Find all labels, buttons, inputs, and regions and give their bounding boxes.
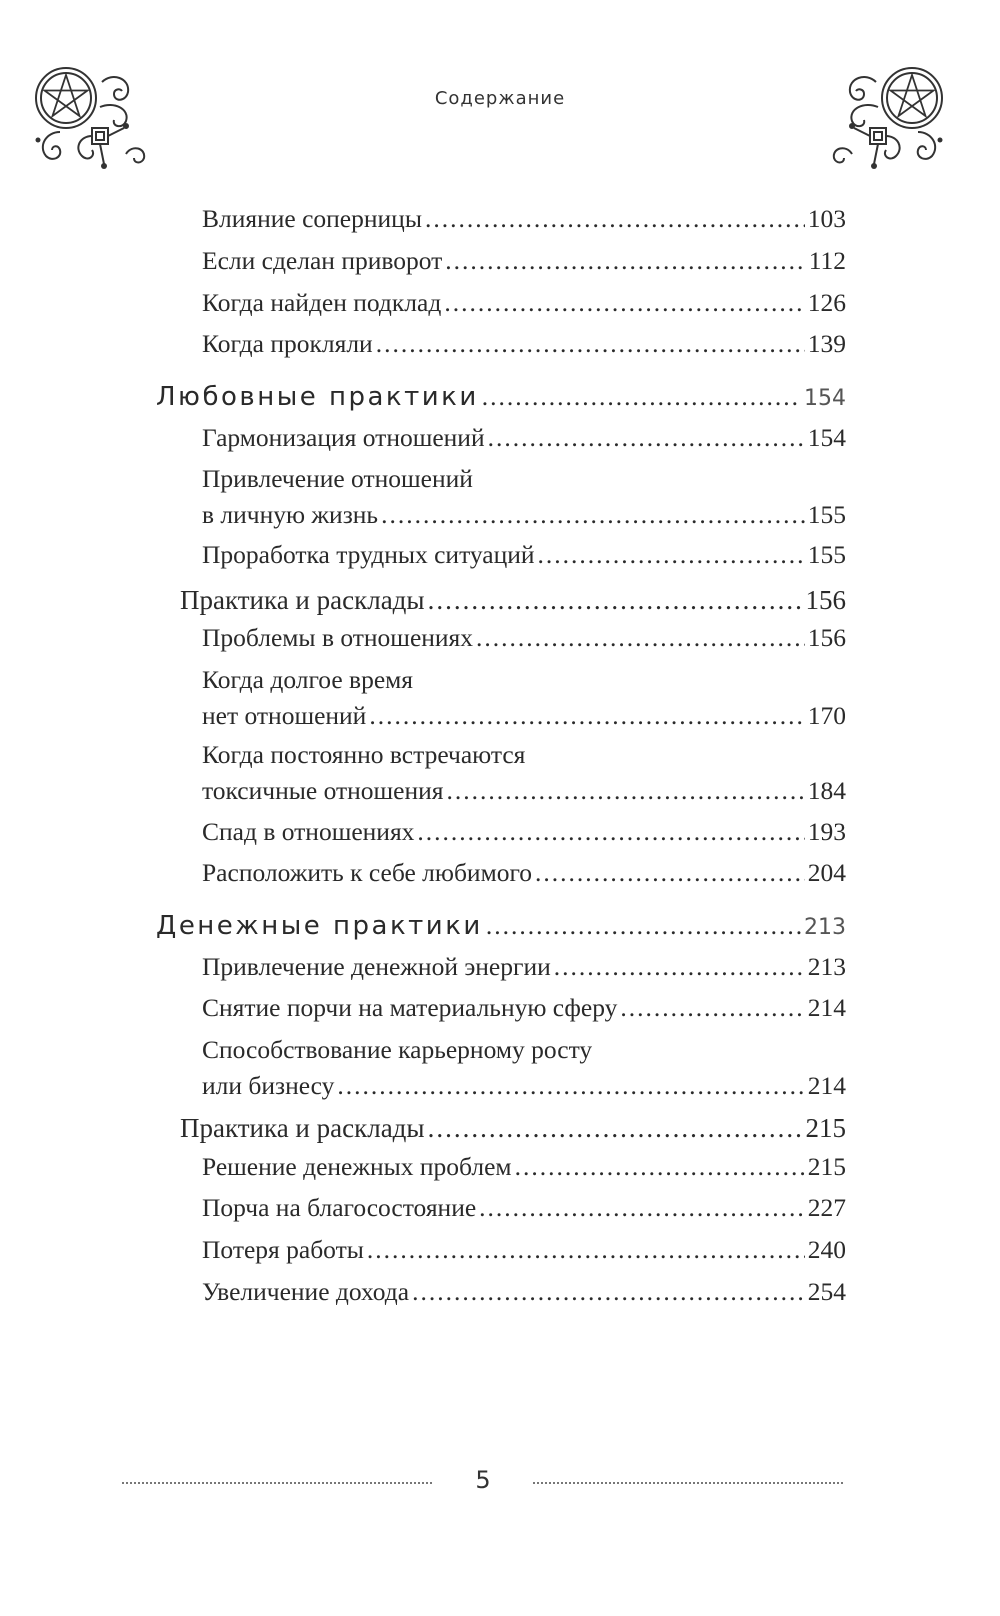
toc-entry-page: 240 <box>807 1235 846 1264</box>
toc-entry[interactable] <box>202 990 846 1026</box>
toc-entry-page: 214 <box>807 993 846 1022</box>
toc-entry[interactable] <box>202 1190 846 1226</box>
toc-subsection-title: Практика и расклады <box>180 585 425 615</box>
toc-entry-title: Влияние соперницы <box>202 204 422 233</box>
leader-dots <box>444 285 804 321</box>
toc-entry-page: 170 <box>807 701 846 730</box>
toc-entry-title: Проблемы в отношениях <box>202 623 474 652</box>
toc-entry-title-line1: Когда постоянно встречаются <box>202 740 526 769</box>
toc-entry[interactable] <box>202 1232 846 1268</box>
toc-entry-page: 156 <box>807 623 846 652</box>
toc-entry[interactable] <box>202 855 846 891</box>
toc-entry-page: 139 <box>807 329 846 358</box>
toc-entry-page: 254 <box>807 1277 846 1306</box>
leader-dots <box>620 990 804 1026</box>
toc-section[interactable] <box>156 908 846 946</box>
toc-entry[interactable] <box>202 285 846 321</box>
toc-entry[interactable] <box>202 201 846 237</box>
toc-subsection[interactable] <box>180 1110 846 1146</box>
leader-dots <box>554 949 805 985</box>
toc-entry-title: токсичные отношения <box>202 776 444 805</box>
toc-subsection-title: Практика и расклады <box>180 1113 425 1143</box>
toc-entry-title-line1: Привлечение отношений <box>202 464 473 493</box>
toc-entry-title: Увеличение дохода <box>202 1277 410 1306</box>
toc-entry[interactable] <box>202 662 846 734</box>
leader-dots <box>369 698 804 734</box>
toc-entry-title: Решение денежных проблем <box>202 1152 512 1181</box>
leader-dots <box>417 814 804 850</box>
toc-entry[interactable] <box>202 326 846 362</box>
leader-dots <box>381 497 805 533</box>
leader-dots <box>488 420 805 456</box>
toc-section-page: 213 <box>804 915 846 940</box>
toc-entry-title: нет отношений <box>202 701 367 730</box>
footer-divider-right <box>533 1482 843 1488</box>
toc-entry-page: 154 <box>807 423 846 452</box>
toc-entry[interactable] <box>202 620 846 656</box>
leader-dots <box>376 326 805 362</box>
page-number: 5 <box>475 1466 491 1494</box>
toc-subsection-page: 156 <box>805 585 846 615</box>
toc-entry-page: 215 <box>807 1152 846 1181</box>
toc-entry-title: Когда прокляли <box>202 329 373 358</box>
toc-entry-title: Потеря работы <box>202 1235 364 1264</box>
leader-dots <box>412 1274 805 1310</box>
toc-entry-title-line1: Способствование карьерному росту <box>202 1035 593 1064</box>
toc-entry[interactable] <box>202 949 846 985</box>
toc-entry-title: Если сделан приворот <box>202 246 443 275</box>
toc-entry[interactable] <box>202 1149 846 1185</box>
toc-entry-page: 204 <box>807 858 846 887</box>
toc-entry-title: в личную жизнь <box>202 500 379 529</box>
toc-entry-page: 126 <box>807 288 846 317</box>
toc-entry-title: или бизнесу <box>202 1071 335 1100</box>
toc-entry-title: Порча на благосостояние <box>202 1193 477 1222</box>
leader-dots <box>447 773 805 809</box>
leader-dots <box>479 1190 805 1226</box>
leader-dots <box>367 1232 805 1268</box>
toc-section-page: 154 <box>804 386 846 411</box>
toc-entry-title: Когда найден подклад <box>202 288 442 317</box>
leader-dots <box>425 201 805 237</box>
toc-section-title: Любовные практики <box>156 382 479 412</box>
toc-entry-page: 112 <box>808 246 846 275</box>
toc-entry-title: Расположить к себе любимого <box>202 858 533 887</box>
leader-dots <box>515 1149 805 1185</box>
toc-section[interactable] <box>156 379 846 417</box>
running-head: Содержание <box>434 88 566 109</box>
leader-dots <box>337 1068 804 1104</box>
toc-entry-page: 103 <box>807 204 846 233</box>
toc-entry[interactable] <box>202 420 846 456</box>
toc-entry-title: Спад в отношениях <box>202 817 415 846</box>
leader-dots <box>482 379 801 415</box>
toc-entry-title: Гармонизация отношений <box>202 423 485 452</box>
toc-section-title: Денежные практики <box>156 911 483 941</box>
toc-entry[interactable] <box>202 814 846 850</box>
leader-dots <box>428 582 803 618</box>
toc-entry[interactable] <box>202 243 846 279</box>
toc-entry-page: 155 <box>807 500 846 529</box>
leader-dots <box>428 1110 803 1146</box>
toc-entry-page: 193 <box>807 817 846 846</box>
toc-entry[interactable] <box>202 737 846 809</box>
leader-dots <box>538 537 805 573</box>
toc-subsection-page: 215 <box>805 1113 846 1143</box>
toc-entry-title-line1: Когда долгое время <box>202 665 414 694</box>
toc-entry[interactable] <box>202 461 846 533</box>
footer-divider-left <box>122 1482 432 1488</box>
toc-entry-title: Проработка трудных ситуаций <box>202 540 535 569</box>
toc-entry[interactable] <box>202 1032 846 1104</box>
toc-entry-page: 184 <box>807 776 846 805</box>
toc-entry-page: 213 <box>807 952 846 981</box>
leader-dots <box>486 908 801 944</box>
toc-entry[interactable] <box>202 537 846 573</box>
leader-dots <box>445 243 805 279</box>
leader-dots <box>476 620 805 656</box>
toc-entry-title: Снятие порчи на материальную сферу <box>202 993 618 1022</box>
toc-entry-page: 155 <box>807 540 846 569</box>
toc-entry[interactable] <box>202 1274 846 1310</box>
toc-entry-page: 227 <box>807 1193 846 1222</box>
toc-entry-title: Привлечение денежной энергии <box>202 952 551 981</box>
leader-dots <box>535 855 805 891</box>
toc-entry-page: 214 <box>807 1071 846 1100</box>
toc-subsection[interactable] <box>180 582 846 618</box>
